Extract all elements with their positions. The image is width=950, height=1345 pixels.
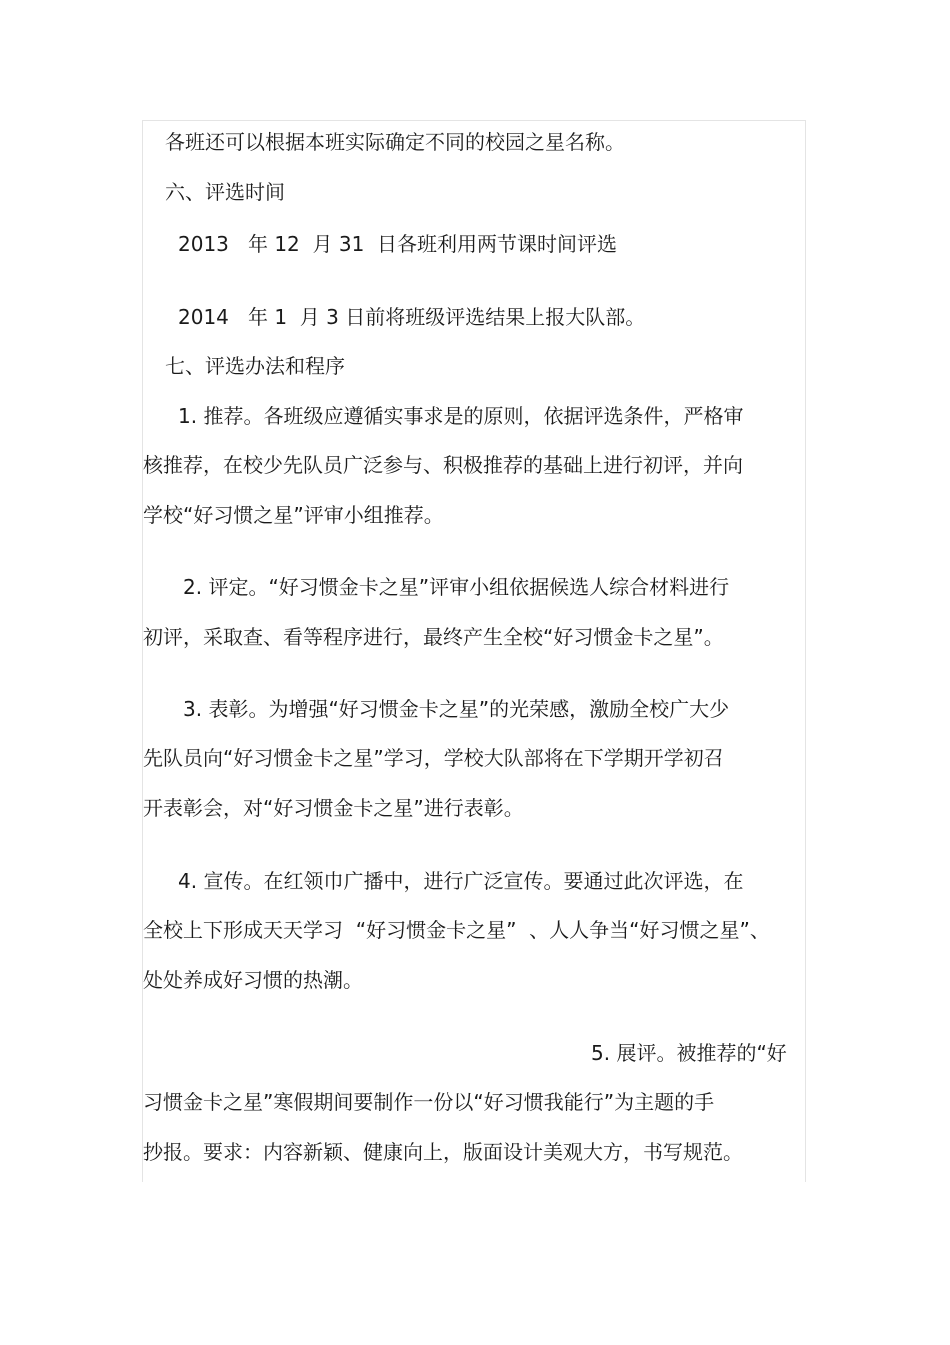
paragraph-line: 5. 展评。被推荐的“好: [591, 1041, 787, 1065]
section-heading: 六、评选时间: [165, 180, 285, 204]
paragraph-line: 开表彰会，对“好习惯金卡之星”进行表彰。: [143, 796, 524, 820]
paragraph-line: 1. 推荐。各班级应遵循实事求是的原则，依据评选条件，严格审: [178, 404, 744, 428]
paragraph-line: 学校“好习惯之星”评审小组推荐。: [143, 503, 444, 527]
paragraph-line: 核推荐，在校少先队员广泛参与、积极推荐的基础上进行初评，并向: [143, 453, 743, 477]
paragraph-line: 抄报。要求：内容新颖、健康向上，版面设计美观大方，书写规范。: [143, 1140, 743, 1164]
paragraph-line: 2. 评定。“好习惯金卡之星”评审小组依据候选人综合材料进行: [183, 575, 730, 599]
paragraph-line: 全校上下形成天天学习 “好习惯金卡之星” 、人人争当“好习惯之星”、: [143, 918, 770, 942]
paragraph-line: 2013 年 12 月 31 日各班利用两节课时间评选: [178, 232, 618, 256]
section-heading: 七、评选办法和程序: [165, 354, 345, 378]
paragraph-line: 2014 年 1 月 3 日前将班级评选结果上报大队部。: [178, 305, 646, 329]
paragraph-line: 处处养成好习惯的热潮。: [143, 968, 363, 992]
paragraph-line: 3. 表彰。为增强“好习惯金卡之星”的光荣感，激励全校广大少: [183, 697, 730, 721]
paragraph-line: 4. 宣传。在红领巾广播中，进行广泛宣传。要通过此次评选，在: [178, 869, 744, 893]
page-content-frame: [142, 120, 806, 1182]
paragraph-line: 各班还可以根据本班实际确定不同的校园之星名称。: [165, 130, 625, 154]
paragraph-line: 初评，采取查、看等程序进行，最终产生全校“好习惯金卡之星”。: [143, 625, 724, 649]
paragraph-line: 习惯金卡之星”寒假期间要制作一份以“好习惯我能行”为主题的手: [143, 1090, 715, 1114]
paragraph-line: 先队员向“好习惯金卡之星”学习，学校大队部将在下学期开学初召: [143, 746, 724, 770]
